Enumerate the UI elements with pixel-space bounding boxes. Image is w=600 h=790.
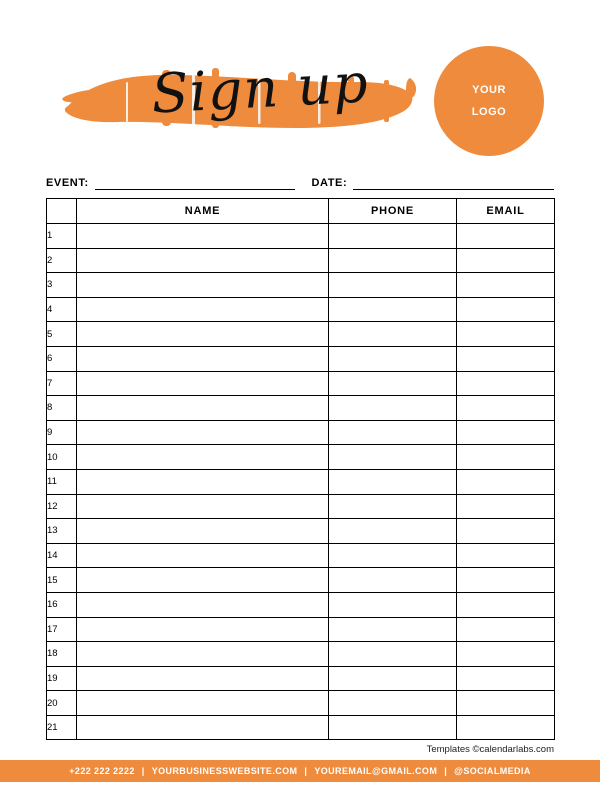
row-number: 1 [47, 224, 77, 249]
phone-cell[interactable] [329, 273, 457, 298]
row-number: 8 [47, 396, 77, 421]
name-cell[interactable] [77, 592, 329, 617]
phone-cell[interactable] [329, 592, 457, 617]
email-cell[interactable] [457, 322, 555, 347]
row-number: 4 [47, 297, 77, 322]
email-cell[interactable] [457, 420, 555, 445]
footer-separator: | [141, 766, 145, 776]
row-number: 12 [47, 494, 77, 519]
phone-cell[interactable] [329, 568, 457, 593]
email-cell[interactable] [457, 715, 555, 740]
email-cell[interactable] [457, 346, 555, 371]
phone-cell[interactable] [329, 297, 457, 322]
name-cell[interactable] [77, 469, 329, 494]
phone-cell[interactable] [329, 346, 457, 371]
name-cell[interactable] [77, 445, 329, 470]
phone-cell[interactable] [329, 691, 457, 716]
logo-line-2: LOGO [471, 106, 507, 118]
signup-table [46, 198, 555, 740]
email-cell[interactable] [457, 691, 555, 716]
phone-cell[interactable] [329, 396, 457, 421]
logo-line-1: YOUR [472, 84, 506, 96]
row-number: 10 [47, 445, 77, 470]
phone-cell[interactable] [329, 666, 457, 691]
column-header-name: NAME [77, 199, 329, 224]
table-row [47, 346, 555, 371]
email-cell[interactable] [457, 371, 555, 396]
row-number: 3 [47, 273, 77, 298]
email-cell[interactable] [457, 519, 555, 544]
template-credit: Templates ©calendarlabs.com [426, 744, 554, 755]
table-row [47, 445, 555, 470]
email-cell[interactable] [457, 642, 555, 667]
email-cell[interactable] [457, 568, 555, 593]
phone-cell[interactable] [329, 248, 457, 273]
table-row [47, 642, 555, 667]
event-label: EVENT: [46, 177, 89, 189]
name-cell[interactable] [77, 568, 329, 593]
column-header-phone: PHONE [329, 199, 457, 224]
name-cell[interactable] [77, 543, 329, 568]
email-cell[interactable] [457, 396, 555, 421]
email-cell[interactable] [457, 494, 555, 519]
row-number: 19 [47, 666, 77, 691]
name-cell[interactable] [77, 346, 329, 371]
footer-contact-bar [0, 760, 600, 782]
row-number: 14 [47, 543, 77, 568]
footer-phone: +222 222 2222 [69, 766, 135, 776]
table-row [47, 691, 555, 716]
table-row [47, 592, 555, 617]
email-cell[interactable] [457, 273, 555, 298]
email-cell[interactable] [457, 248, 555, 273]
email-cell[interactable] [457, 445, 555, 470]
row-number: 20 [47, 691, 77, 716]
email-cell[interactable] [457, 666, 555, 691]
table-row [47, 519, 555, 544]
phone-cell[interactable] [329, 371, 457, 396]
name-cell[interactable] [77, 715, 329, 740]
phone-cell[interactable] [329, 519, 457, 544]
page-title: Sign up [149, 51, 371, 126]
footer-separator: | [304, 766, 308, 776]
date-input-line[interactable] [353, 176, 554, 190]
phone-cell[interactable] [329, 469, 457, 494]
phone-cell[interactable] [329, 617, 457, 642]
name-cell[interactable] [77, 322, 329, 347]
row-number: 16 [47, 592, 77, 617]
name-cell[interactable] [77, 396, 329, 421]
header [0, 28, 600, 148]
logo-placeholder [434, 46, 544, 156]
name-cell[interactable] [77, 519, 329, 544]
row-number: 7 [47, 371, 77, 396]
phone-cell[interactable] [329, 543, 457, 568]
name-cell[interactable] [77, 642, 329, 667]
event-input-line[interactable] [95, 176, 296, 190]
name-cell[interactable] [77, 420, 329, 445]
phone-cell[interactable] [329, 224, 457, 249]
phone-cell[interactable] [329, 715, 457, 740]
name-cell[interactable] [77, 666, 329, 691]
phone-cell[interactable] [329, 322, 457, 347]
table-header-row [47, 199, 555, 224]
row-number: 13 [47, 519, 77, 544]
name-cell[interactable] [77, 494, 329, 519]
email-cell[interactable] [457, 224, 555, 249]
table-row [47, 248, 555, 273]
table-row [47, 715, 555, 740]
table-row [47, 297, 555, 322]
footer-social: @SOCIALMEDIA [454, 766, 531, 776]
table-row [47, 568, 555, 593]
row-number: 11 [47, 469, 77, 494]
row-number: 5 [47, 322, 77, 347]
phone-cell[interactable] [329, 420, 457, 445]
table-row [47, 273, 555, 298]
row-number: 6 [47, 346, 77, 371]
table-row [47, 617, 555, 642]
phone-cell[interactable] [329, 494, 457, 519]
email-cell[interactable] [457, 617, 555, 642]
name-cell[interactable] [77, 371, 329, 396]
row-number: 9 [47, 420, 77, 445]
table-row [47, 322, 555, 347]
name-cell[interactable] [77, 297, 329, 322]
row-number: 18 [47, 642, 77, 667]
row-number: 2 [47, 248, 77, 273]
name-cell[interactable] [77, 273, 329, 298]
table-row [47, 420, 555, 445]
email-cell[interactable] [457, 592, 555, 617]
table-row [47, 224, 555, 249]
signup-table-wrapper [46, 198, 554, 740]
column-header-number [47, 199, 77, 224]
name-cell[interactable] [77, 691, 329, 716]
table-row [47, 396, 555, 421]
table-row [47, 371, 555, 396]
footer-website: YOURBUSINESSWEBSITE.COM [151, 766, 298, 776]
date-label: DATE: [311, 177, 348, 189]
footer-separator: | [444, 766, 448, 776]
name-cell[interactable] [77, 248, 329, 273]
phone-cell[interactable] [329, 445, 457, 470]
row-number: 17 [47, 617, 77, 642]
email-cell[interactable] [457, 297, 555, 322]
column-header-email: EMAIL [457, 199, 555, 224]
email-cell[interactable] [457, 543, 555, 568]
name-cell[interactable] [77, 224, 329, 249]
name-cell[interactable] [77, 617, 329, 642]
phone-cell[interactable] [329, 642, 457, 667]
email-cell[interactable] [457, 469, 555, 494]
row-number: 21 [47, 715, 77, 740]
row-number: 15 [47, 568, 77, 593]
table-row [47, 666, 555, 691]
event-date-row [46, 170, 554, 190]
footer-email: YOUREMAIL@GMAIL.COM [314, 766, 438, 776]
table-row [47, 494, 555, 519]
table-row [47, 469, 555, 494]
table-row [47, 543, 555, 568]
